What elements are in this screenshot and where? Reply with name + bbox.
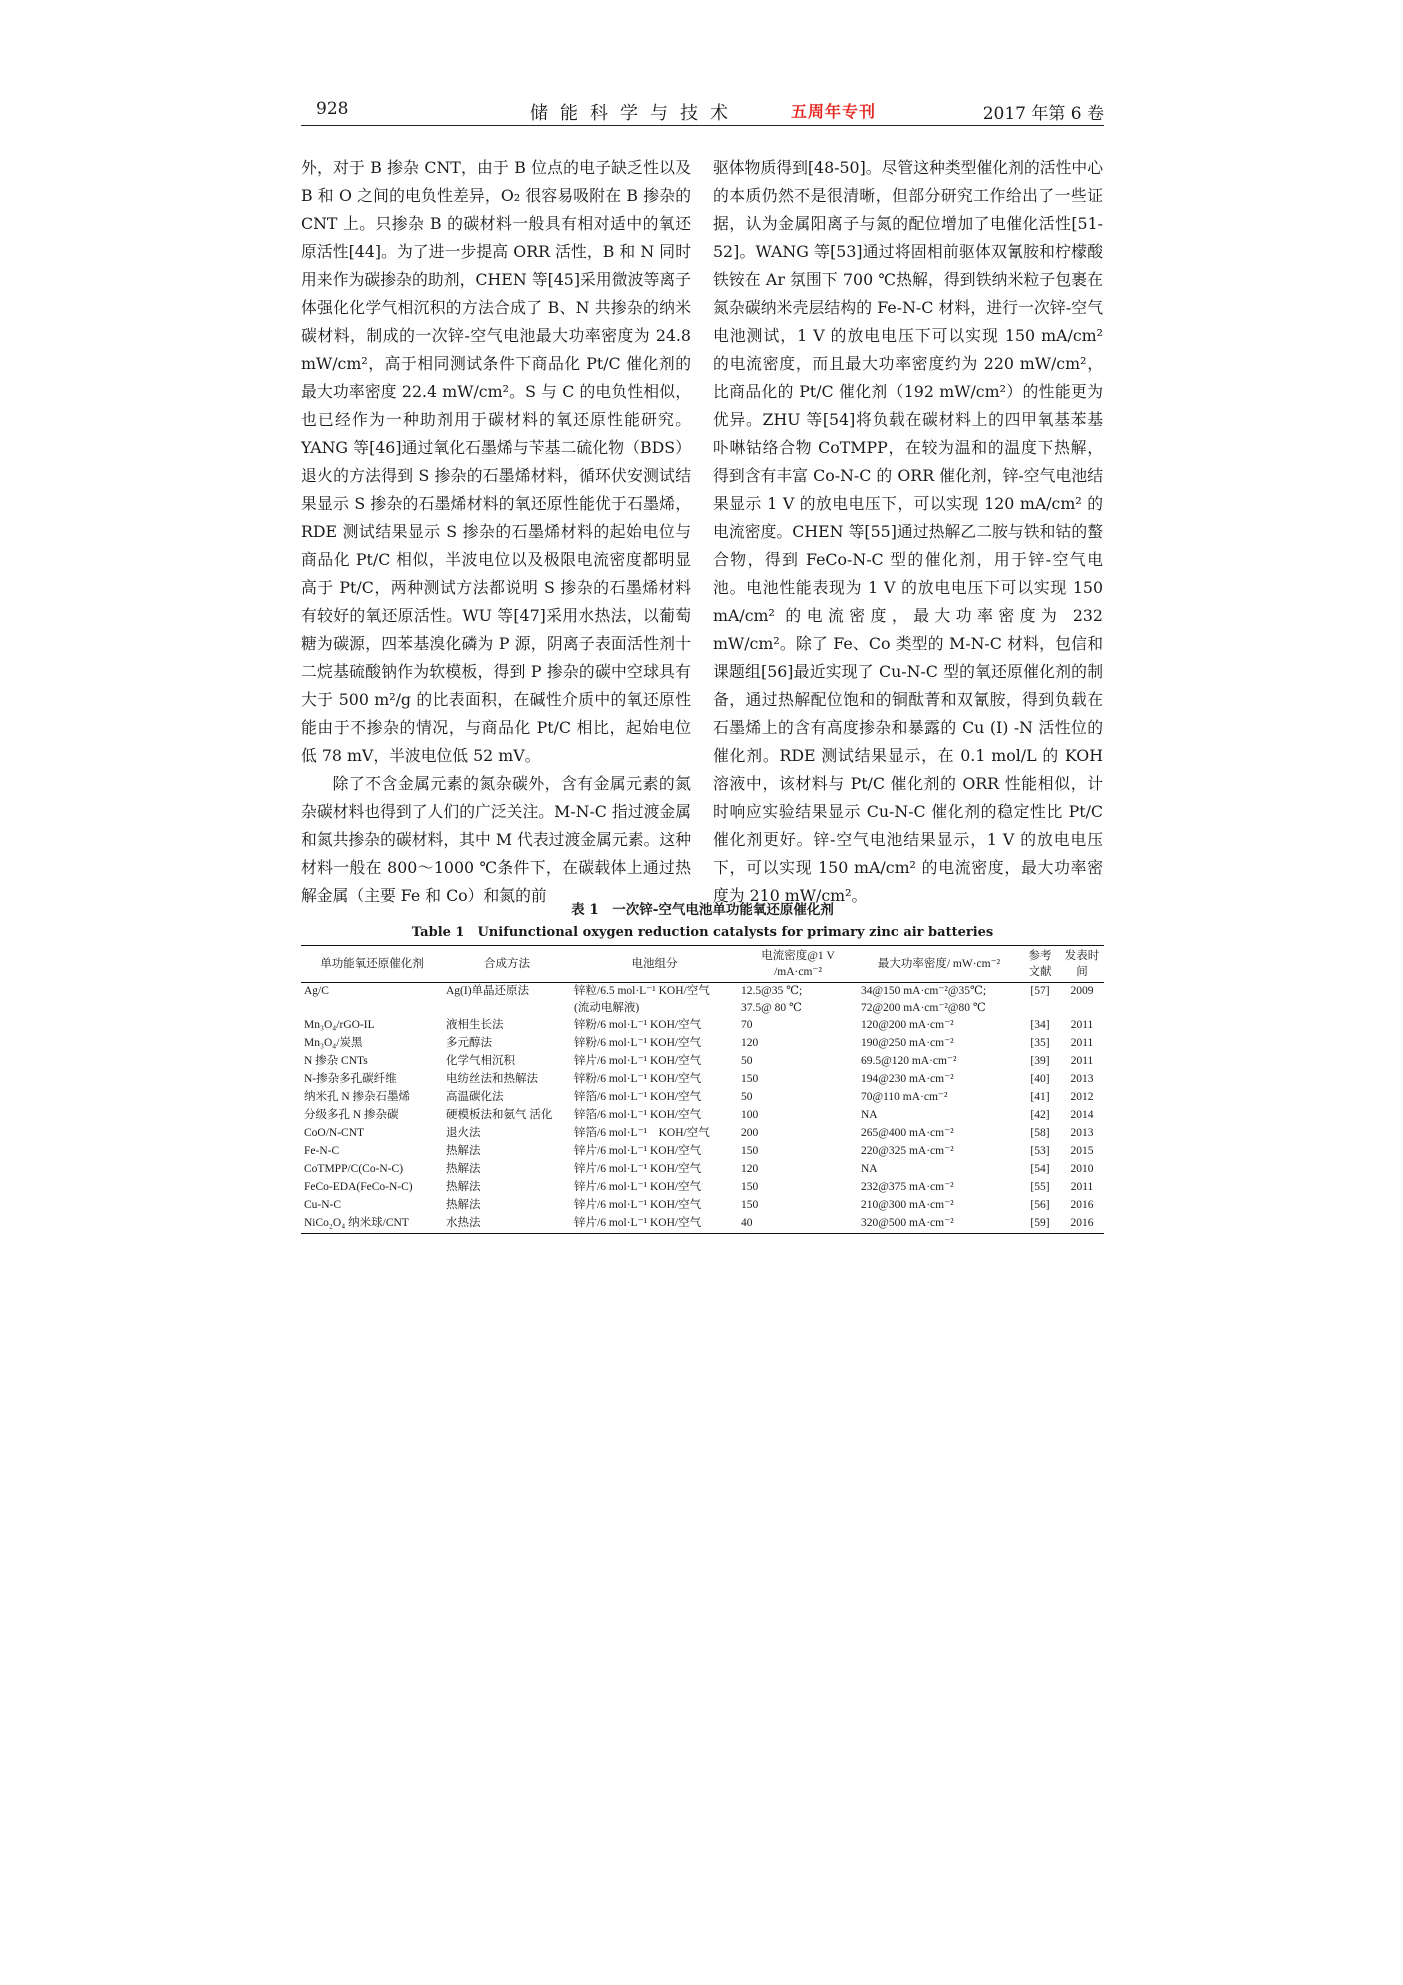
col-header: 合成方法 — [443, 946, 571, 983]
journal-title: 储能科学与技术 — [530, 103, 740, 124]
table-cell: 2014 — [1070, 1109, 1094, 1121]
col-header: 最大功率密度/ mW·cm⁻² — [858, 946, 1020, 983]
table-cell: 2011 — [1070, 1037, 1094, 1049]
table-cell: N 掺杂 CNTs — [304, 1055, 368, 1067]
special-issue-badge: 五周年专刊 — [791, 102, 877, 121]
table-cell: N-掺杂多孔碳纤维 — [304, 1073, 397, 1085]
table-cell: 锌片/6 mol·L⁻¹ KOH/空气 — [574, 1163, 702, 1175]
table-cell: 锌片/6 mol·L⁻¹ KOH/空气 — [574, 1145, 702, 1157]
paragraph: 除了不含金属元素的氮杂碳外，含有金属元素的氮杂碳材料也得到了人们的广泛关注。M-N-C 指过渡金属和氮共掺杂的碳材料，其中 M 代表过渡金属元素。这种材料一般在 800～1000 ℃条件下，在碳载体上通过热解金属（主要 Fe 和 Co）和氮的前 — [301, 774, 691, 905]
col-header: 发表时间 — [1060, 946, 1104, 983]
table-cell: 2011 — [1070, 1055, 1094, 1067]
table-cell: 34@150 mA·cm⁻²@35℃; 72@200 mA·cm⁻²@80 ℃ — [861, 985, 987, 1014]
table-header-row — [301, 946, 1104, 983]
table-cell: 热解法 — [446, 1181, 481, 1193]
table-cell: [59] — [1020, 1215, 1060, 1234]
table-cell: 多元醇法 — [446, 1037, 492, 1049]
table-cell: [56] — [1030, 1199, 1050, 1211]
table-cell: 220@325 mA·cm⁻² — [861, 1145, 954, 1157]
table-cell: 69.5@120 mA·cm⁻² — [861, 1055, 957, 1067]
table-cell: [39] — [1030, 1055, 1050, 1067]
table-cell: 150 — [741, 1073, 759, 1085]
table-row — [301, 1143, 1104, 1161]
table-cell: 12.5@35 ℃; 37.5@ 80 ℃ — [741, 985, 803, 1014]
table-cell: Cu-N-C — [304, 1199, 342, 1211]
table-cell: Ag/C — [304, 985, 329, 997]
table-cell: 2009 — [1070, 985, 1094, 997]
col-header: 参考文献 — [1020, 946, 1060, 983]
right-column — [713, 154, 1103, 910]
table-cell: 150 — [741, 1199, 759, 1211]
left-column — [301, 154, 691, 910]
table-cell: 锌粉/6 mol·L⁻¹ KOH/空气 — [574, 1037, 702, 1049]
table-cell: 40 — [738, 1215, 858, 1234]
table-cell: [42] — [1030, 1109, 1050, 1121]
table-cell: [57] — [1030, 985, 1050, 997]
volume-info: 2017 年第 6 卷 — [982, 104, 1104, 124]
table-cell: 2012 — [1070, 1091, 1094, 1103]
col-header: 电流密度@1 V /mA·cm⁻² — [738, 946, 858, 983]
table-cell: 锌粉/6 mol·L⁻¹ KOH/空气 — [574, 1073, 702, 1085]
table-cell: 2015 — [1070, 1145, 1094, 1157]
table-cell: Ag(I)单晶还原法 — [446, 985, 530, 997]
table-cell: [58] — [1030, 1127, 1050, 1139]
table-cell: 化学气相沉积 — [446, 1055, 515, 1067]
table-cell: FeCo-EDA(FeCo-N-C) — [304, 1181, 413, 1193]
table-cell: 2011 — [1070, 1181, 1094, 1193]
table-cell: Mn₃O₄/炭黑 — [304, 1037, 363, 1049]
table-cell: 120@200 mA·cm⁻² — [861, 1019, 954, 1031]
table-row — [301, 983, 1104, 1018]
table-cell: 水热法 — [443, 1215, 571, 1234]
table-row — [301, 1107, 1104, 1125]
catalyst-table — [301, 945, 1104, 1234]
table-cell: NiCo₂O₄ 纳米球/CNT — [301, 1215, 443, 1234]
table-cell: 锌粒/6.5 mol·L⁻¹ KOH/空气 (流动电解液) — [574, 985, 710, 1014]
table-cell: 锌片/6 mol·L⁻¹ KOH/空气 — [574, 1199, 702, 1211]
table-cell: 70 — [741, 1019, 753, 1031]
running-header — [301, 99, 1104, 126]
table-cell: 2011 — [1070, 1019, 1094, 1031]
table-cell: 锌片/6 mol·L⁻¹ KOH/空气 — [574, 1055, 702, 1067]
col-header: 单功能氧还原催化剂 — [301, 946, 443, 983]
table-cell: 2013 — [1070, 1073, 1094, 1085]
table-cell: 150 — [741, 1181, 759, 1193]
table-cell: 190@250 mA·cm⁻² — [861, 1037, 954, 1049]
table-row — [301, 1071, 1104, 1089]
table-cell: 液相生长法 — [446, 1019, 504, 1031]
page-number: 928 — [316, 99, 349, 119]
table-cell: 150 — [741, 1145, 759, 1157]
table-cell: [54] — [1030, 1163, 1050, 1175]
paragraph: 外，对于 B 掺杂 CNT，由于 B 位点的电子缺乏性以及 B 和 O 之间的电负性差异，O₂ 很容易吸附在 B 掺杂的 CNT 上。只掺杂 B 的碳材料一般具有相对适中的氧还原活性[44]。为了进一步提高 ORR 活性，B 和 N 同时用来作为碳掺杂的助剂，CHEN 等[45]采用微波等离子体强化化学气相沉积的方法合成了 B、N 共掺杂的纳米碳材料，制成的一次锌-空气电池最大功率密度为 24.8 mW/cm²，高于相同测试条件下商品化 Pt/C 催化剂的最大功率密度 22.4 mW/cm²。S 与 C 的电负性相似，也已经作为一种助剂用于碳材料的氧还原性能研究。YANG 等[46]通过氧化石墨烯与苄基二硫化物（BDS）退火的方法得到 S 掺杂的石墨烯材料，循环伏安测试结果显示 S 掺杂的石墨烯材料的氧还原性能优于石墨烯，RDE 测试结果显示 S 掺杂的石墨烯材料的起始电位与商品化 Pt/C 相似，半波电位以及极限电流密度都明显高于 Pt/C，两种测试方法都说明 S 掺杂的石墨烯材料有较好的氧还原活性。WU 等[47]采用水热法，以葡萄糖为碳源，四苯基溴化磷为 P 源，阴离子表面活性剂十二烷基硫酸钠作为软模板，得到 P 掺杂的碳中空球具有大于 500 m²/g 的比表面积，在碱性介质中的氧还原性能由于不掺杂的情况，与商品化 Pt/C 相比，起始电位低 78 mV，半波电位低 52 mV。 — [301, 158, 691, 765]
table-cell: 2016 — [1060, 1215, 1104, 1234]
table-cell: [53] — [1030, 1145, 1050, 1157]
table-cell: [35] — [1030, 1037, 1050, 1049]
table-cell: 电纺丝法和热解法 — [446, 1073, 538, 1085]
table-cell: 锌箔/6 mol·L⁻¹ KOH/空气 — [574, 1091, 702, 1103]
table-cell: 232@375 mA·cm⁻² — [861, 1181, 954, 1193]
table-cell: 锌粉/6 mol·L⁻¹ KOH/空气 — [574, 1019, 702, 1031]
table-cell: 120 — [741, 1163, 759, 1175]
col-header: 电池组分 — [571, 946, 738, 983]
table-cell: 2016 — [1070, 1199, 1094, 1211]
table-row — [301, 1017, 1104, 1035]
table-cell: 320@500 mA·cm⁻² — [858, 1215, 1020, 1234]
table-cell: [34] — [1030, 1019, 1050, 1031]
table-row — [301, 1089, 1104, 1107]
table-cell: [41] — [1030, 1091, 1050, 1103]
table-cell: 200 — [741, 1127, 759, 1139]
table-cell: 2010 — [1070, 1163, 1094, 1175]
table-cell: 锌片/6 mol·L⁻¹ KOH/空气 — [571, 1215, 738, 1234]
table-cell: 2013 — [1070, 1127, 1094, 1139]
table-body — [301, 983, 1104, 1234]
table-cell: 纳米孔 N 掺杂石墨烯 — [304, 1091, 411, 1103]
paragraph: 驱体物质得到[48-50]。尽管这种类型催化剂的活性中心的本质仍然不是很清晰，但部分研究工作给出了一些证据，认为金属阳离子与氮的配位增加了电催化活性[51-52]。WANG 等[53]通过将固相前驱体双氰胺和柠檬酸铁铵在 Ar 氛围下 700 ℃热解，得到铁纳米粒子包裹在氮杂碳纳米壳层结构的 Fe-N-C 材料，进行一次锌-空气电池测试，1 V 的放电电压下可以实现 150 mA/cm² 的电流密度，而且最大功率密度约为 220 mW/cm²，比商品化的 Pt/C 催化剂（192 mW/cm²）的性能更为优异。ZHU 等[54]将负载在碳材料上的四甲氧基苯基卟啉钴络合物 CoTMPP，在较为温和的温度下热解，得到含有丰富 Co-N-C 的 ORR 催化剂，锌-空气电池结果显示 1 V 的放电电压下，可以实现 120 mA/cm² 的电流密度。CHEN 等[55]通过热解乙二胺与铁和钴的螯合物，得到 FeCo-N-C 型的催化剂，用于锌-空气电池。电池性能表现为 1 V 的放电电压下可以实现 150 mA/cm² 的电流密度，最大功率密度为 232 mW/cm²。除了 Fe、Co 类型的 M-N-C 材料，包信和课题组[56]最近实现了 Cu-N-C 型的氧还原催化剂的制备，通过热解配位饱和的铜酞菁和双氰胺，得到负载在石墨烯上的含有高度掺杂和暴露的 Cu (I) -N 活性位的催化剂。RDE 测试结果显示，在 0.1 mol/L 的 KOH 溶液中，该材料与 Pt/C 催化剂的 ORR 性能相似，计时响应实验结果显示 Cu-N-C 催化剂的稳定性比 Pt/C 催化剂更好。锌-空气电池结果显示，1 V 的放电电压下，可以实现 150 mA/cm² 的电流密度，最大功率密度为 210 mW/cm²。 — [713, 158, 1103, 905]
table-row — [301, 1179, 1104, 1197]
table-cell: 锌箔/6 mol·L⁻¹ KOH/空气 — [574, 1127, 710, 1139]
table-cell: 120 — [741, 1037, 759, 1049]
table-row — [301, 1215, 1104, 1234]
table-cell: Mn₃O₄/rGO-IL — [304, 1019, 375, 1031]
table-caption-en: Table 1 Unifunctional oxygen reduction catalysts for primary zinc air batteries — [411, 925, 994, 940]
table-cell: 热解法 — [446, 1163, 481, 1175]
table-cell: 硬模板法和氨气 活化 — [446, 1109, 553, 1121]
table-row — [301, 1161, 1104, 1179]
table-cell: 100 — [741, 1109, 759, 1121]
table-cell: 分级多孔 N 掺杂碳 — [304, 1109, 399, 1121]
table-row — [301, 1053, 1104, 1071]
table-cell: 退火法 — [446, 1127, 481, 1139]
table-cell: Fe-N-C — [304, 1145, 340, 1157]
table-cell: 70@110 mA·cm⁻² — [861, 1091, 948, 1103]
table-cell: 锌箔/6 mol·L⁻¹ KOH/空气 — [574, 1109, 702, 1121]
table-row — [301, 1125, 1104, 1143]
table-cell: 50 — [741, 1091, 753, 1103]
table-cell: 50 — [741, 1055, 753, 1067]
table-cell: [40] — [1030, 1073, 1050, 1085]
table-caption-zh: 表 1 一次锌-空气电池单功能氧还原催化剂 — [571, 902, 834, 918]
table-cell: 265@400 mA·cm⁻² — [861, 1127, 954, 1139]
table-cell: 高温碳化法 — [446, 1091, 504, 1103]
table-cell: NA — [861, 1109, 878, 1121]
table-cell: CoTMPP/C(Co-N-C) — [304, 1163, 404, 1175]
table-cell: 194@230 mA·cm⁻² — [861, 1073, 954, 1085]
table-cell: 热解法 — [446, 1199, 481, 1211]
table-cell: 热解法 — [446, 1145, 481, 1157]
table-cell: CoO/N-CNT — [304, 1127, 365, 1139]
table-row — [301, 1035, 1104, 1053]
table-cell: 锌片/6 mol·L⁻¹ KOH/空气 — [574, 1181, 702, 1193]
table-cell: 210@300 mA·cm⁻² — [861, 1199, 954, 1211]
table-cell: [55] — [1030, 1181, 1050, 1193]
table-cell: NA — [861, 1163, 878, 1175]
table-row — [301, 1197, 1104, 1215]
